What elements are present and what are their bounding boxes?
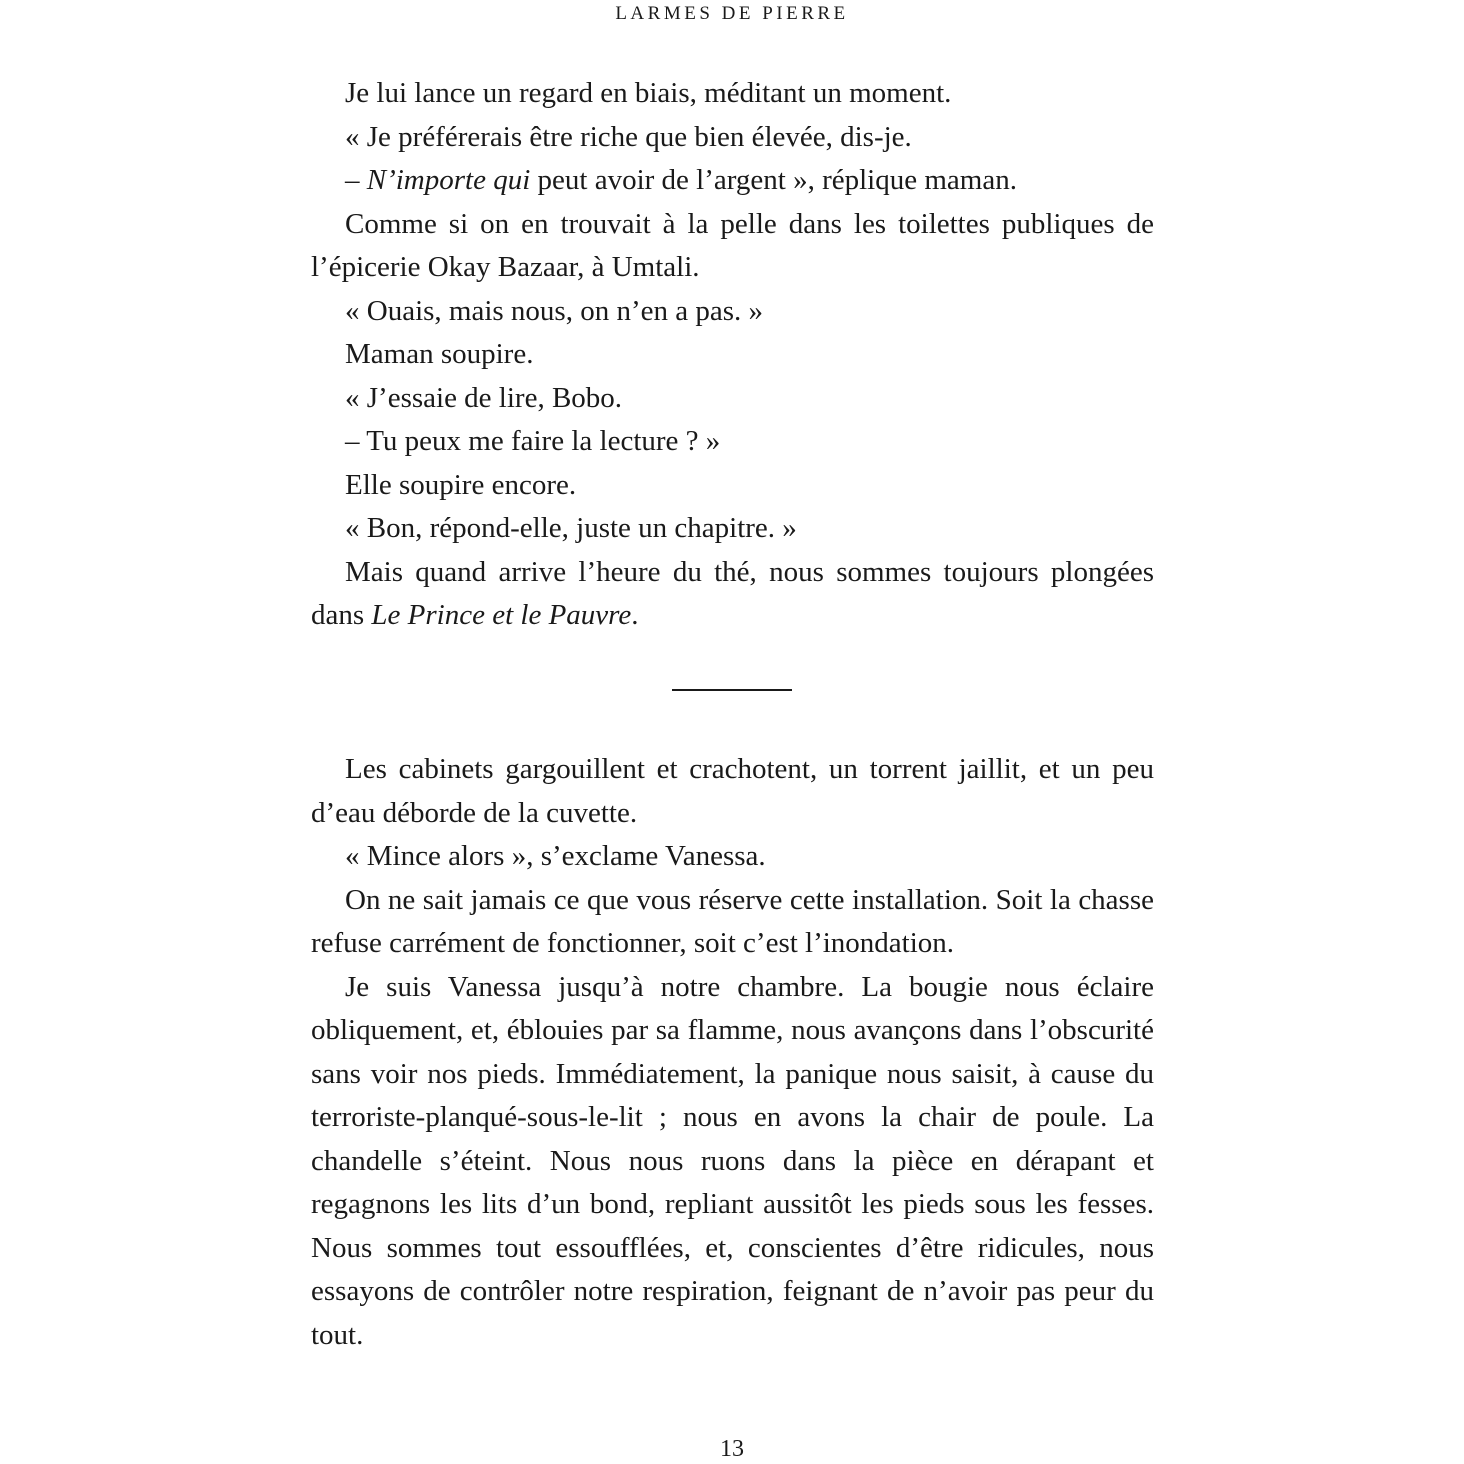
- paragraph: « Je préférerais être riche que bien élevée, dis-je.: [345, 120, 912, 153]
- paragraph: [311, 159, 1154, 203]
- text-run: .: [631, 599, 639, 631]
- paragraph: On ne sait jamais ce que vous réserve cette installation. Soit la chasse refuse carrément de fonctionner, soit c’est l’inondation.: [311, 883, 1154, 959]
- text-run: peut avoir de l’argent », réplique maman.: [530, 164, 1017, 196]
- paragraph: « J’essaie de lire, Bobo.: [345, 381, 623, 414]
- paragraph: [311, 551, 1154, 638]
- paragraph: Maman soupire.: [345, 338, 534, 370]
- section-break-rule: [672, 689, 792, 691]
- paragraph: Les cabinets gargouillent et crachotent, un torrent jaillit, et un peu d’eau déborde de la cuvette.: [311, 753, 1154, 829]
- text-run: –: [345, 164, 367, 196]
- paragraph: Je lui lance un regard en biais, méditant un moment.: [345, 77, 952, 109]
- running-head-title: LARMES DE PIERRE: [615, 3, 849, 24]
- text-section-2: [311, 748, 1154, 1357]
- paragraph: « Ouais, mais nous, on n’en a pas. »: [345, 294, 764, 327]
- paragraph: Je suis Vanessa jusqu’à notre chambre. La bougie nous éclaire obliquement, et, éblouies par sa flamme, nous avançons dans l’obscurité sans voir nos pieds. Immédiatement, la panique nous saisit, à cause du terroriste-planqué-sous-le-lit ; nous en avons la chair de poule. La chandelle s’éteint. Nous nous ruons dans la pièce en dérapant et regagnons les lits d’un bond, repliant aussitôt les pieds sous les fesses. Nous sommes tout essoufflées, et, conscientes d’être ridicules, nous essayons de contrôler notre respiration, feignant de n’avoir pas peur du tout.: [311, 970, 1154, 1351]
- paragraph: – Tu peux me faire la lecture ? »: [345, 425, 721, 457]
- italic-text: N’importe qui: [366, 164, 531, 196]
- page-number: 13: [720, 1436, 744, 1462]
- italic-book-title: Le Prince et le Pauvre: [371, 599, 632, 631]
- text-run: Mais quand arrive l’heure du thé, nous sommes toujours plongées dans: [311, 555, 1154, 631]
- paragraph: Elle soupire encore.: [345, 468, 577, 501]
- paragraph: « Bon, répond-elle, juste un chapitre. »: [345, 512, 797, 544]
- paragraph: Comme si on en trouvait à la pelle dans les toilettes publiques de l’épicerie Okay Bazaar, à Umtali.: [311, 207, 1154, 283]
- text-section-1: [311, 72, 1154, 638]
- paragraph: « Mince alors », s’exclame Vanessa.: [345, 840, 766, 872]
